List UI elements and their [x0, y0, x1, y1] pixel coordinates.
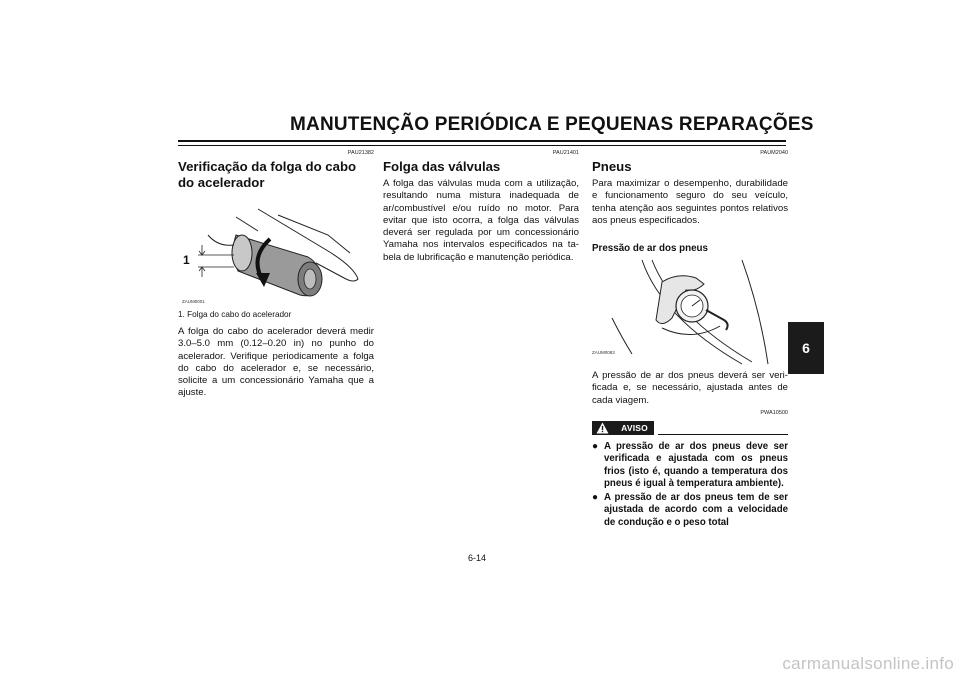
warning-badge	[592, 421, 654, 435]
section-heading: Folga das válvulas	[383, 159, 501, 174]
warning-text: A pressão de ar dos pneus tem de ser ajustada de acordo com a velocidade de condução e o peso total	[604, 491, 788, 528]
tires-section	[592, 150, 788, 530]
warning-text: A pressão de ar dos pneus deve ser verificada e ajustada com os pneus frios (isto é, quando a temperatura dos pneus é igual à temperatura ambiente).	[604, 441, 788, 490]
section-code: PAUM2040	[760, 150, 788, 156]
warning-item	[592, 441, 788, 491]
watermark[interactable]: carmanualsonline.info	[782, 654, 954, 673]
warning-label: AVISO	[621, 423, 648, 434]
tire-gauge-illustration	[592, 258, 788, 368]
throttle-grip-illustration	[178, 195, 374, 307]
subheading: Pressão de ar dos pneus	[592, 243, 708, 255]
section-heading: Verificação da folga do cabo do acelerador	[178, 159, 357, 190]
throttle-figure	[178, 195, 374, 307]
valve-section	[383, 150, 579, 264]
section-body: A folga do cabo do acelerador deverá medir 3.0–5.0 mm (0.12–0.20 in) no punho do acelerador. Verifique periodicamente a folga do cabo do acelerador e, se necessário, solicite a um concessionário Yamaha que a ajuste.	[178, 326, 374, 399]
warning-list	[592, 441, 788, 529]
tire-pressure-figure	[592, 258, 788, 368]
section-heading: Pneus	[592, 159, 632, 174]
header-rule	[178, 140, 786, 142]
section-body: A folga das válvulas muda com a utilização, resultando numa mistura inadequada de ar/combustível e/ou ruído no motor. Para evitar que isto ocorra, a folga das válvulas deverá ser regulada por um concessionário Yamaha nos intervalos especificados na tabela de lubrificação e manutenção periódica.	[383, 178, 579, 263]
bullet-icon: ●	[592, 491, 599, 503]
throttle-section	[178, 150, 374, 400]
bullet-icon: ●	[592, 441, 599, 453]
section-intro: Para maximizar o desempenho, durabilidade e funcionamento seguro do seu veículo, tenha atenção aos seguintes pontos relativos aos pneus especificados.	[592, 178, 788, 226]
warning-code: PWA10500	[760, 410, 788, 417]
section-code: PAU21382	[347, 150, 374, 156]
page-number: 6-14	[468, 553, 487, 563]
warning-header	[592, 421, 788, 435]
chapter-tab[interactable]: 6	[788, 322, 824, 374]
warning-item	[592, 492, 788, 529]
figure-callout: 1	[183, 253, 190, 267]
section-body: A pressão de ar dos pneus deverá ser verificada e, se necessário, ajustada antes de cada viagem.	[592, 370, 788, 406]
section-code: PAU21401	[552, 150, 579, 156]
warning-icon	[596, 422, 609, 434]
warning-rule	[658, 434, 788, 435]
figure-caption: 1. Folga do cabo do acelerador	[178, 310, 292, 319]
header-rule-thin	[178, 145, 786, 146]
figure-code: ZAUM0083	[592, 350, 615, 356]
figure-code: ZAUM0001	[182, 299, 205, 304]
page-title: MANUTENÇÃO PERIÓDICA E PEQUENAS REPARAÇÕES	[290, 114, 814, 135]
